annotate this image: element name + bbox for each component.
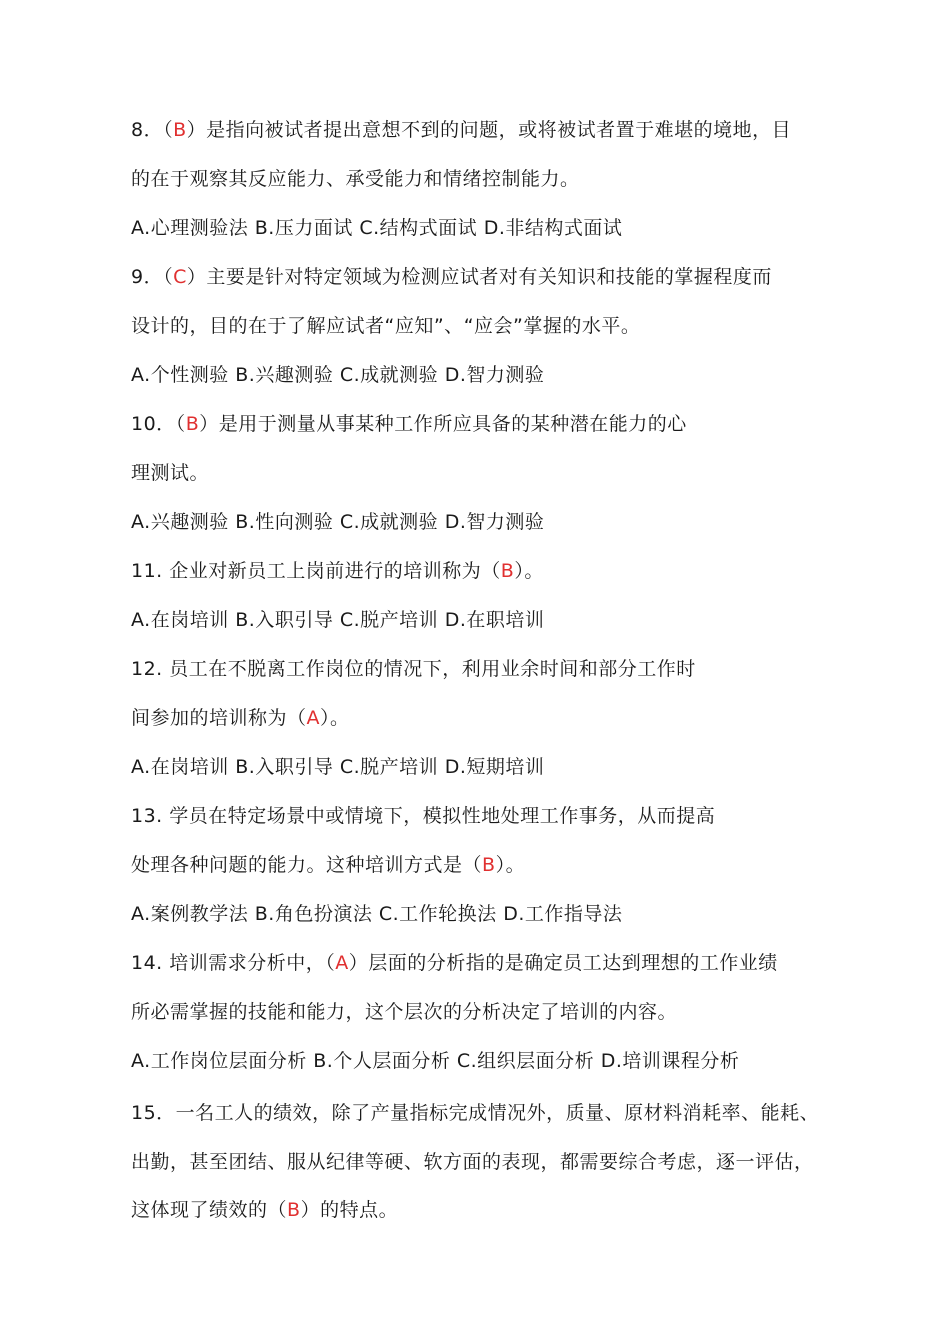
question-11-line-1: 11. 企业对新员工上岗前进行的培训称为（B）。 <box>131 560 544 582</box>
question-10-options: A.兴趣测验 B.性向测验 C.成就测验 D.智力测验 <box>131 511 545 533</box>
question-9-options: A.个性测验 B.兴趣测验 C.成就测验 D.智力测验 <box>131 364 545 386</box>
question-10-line-2: 理测试。 <box>131 462 210 484</box>
answer-mark: A <box>335 952 349 974</box>
question-15-line-2: 出勤，甚至团结、服从纪律等硬、软方面的表现，都需要综合考虑，逐一评估， <box>131 1151 814 1173</box>
question-9-line-2: 设计的，目的在于了解应试者“应知”、“应会”掌握的水平。 <box>131 315 641 337</box>
question-14-line-2: 所必需掌握的技能和能力，这个层次的分析决定了培训的内容。 <box>131 1001 678 1023</box>
question-12-options: A.在岗培训 B.入职引导 C.脱产培训 D.短期培训 <box>131 756 545 778</box>
answer-mark: B <box>287 1199 301 1221</box>
question-9-line-1: 9．（C）主要是针对特定领域为检测应试者对有关知识和技能的掌握程度而 <box>131 266 772 288</box>
answer-mark: B <box>482 854 496 876</box>
question-13-options: A.案例教学法 B.角色扮演法 C.工作轮换法 D.工作指导法 <box>131 903 623 925</box>
question-11-options: A.在岗培训 B.入职引导 C.脱产培训 D.在职培训 <box>131 609 545 631</box>
question-12-line-1: 12. 员工在不脱离工作岗位的情况下，利用业余时间和部分工作时 <box>131 658 696 680</box>
answer-mark: B <box>500 560 515 582</box>
question-8-line-1: 8．（B）是指向被试者提出意想不到的问题，或将被试者置于难堪的境地，目 <box>131 119 792 141</box>
answer-mark: A <box>306 707 321 729</box>
question-13-line-1: 13. 学员在特定场景中或情境下，模拟性地处理工作事务，从而提高 <box>131 805 716 827</box>
question-14-options: A.工作岗位层面分析 B.个人层面分析 C.组织层面分析 D.培训课程分析 <box>131 1050 740 1072</box>
question-15-line-3: 这体现了绩效的（B）的特点。 <box>131 1199 399 1221</box>
question-8-options: A.心理测验法 B.压力面试 C.结构式面试 D.非结构式面试 <box>131 217 623 239</box>
answer-mark: C <box>173 266 187 288</box>
question-15-line-1: 15．一名工人的绩效，除了产量指标完成情况外，质量、原材料消耗率、能耗、 <box>131 1102 820 1124</box>
question-12-line-2: 间参加的培训称为（A）。 <box>131 707 350 729</box>
answer-mark: B <box>173 119 187 141</box>
question-14-line-1: 14. 培训需求分析中，（A）层面的分析指的是确定员工达到理想的工作业绩 <box>131 952 778 974</box>
question-8-line-2: 的在于观察其反应能力、承受能力和情绪控制能力。 <box>131 168 580 190</box>
answer-mark: B <box>185 413 200 435</box>
question-10-line-1: 10．（B）是用于测量从事某种工作所应具备的某种潜在能力的心 <box>131 413 687 435</box>
question-13-line-2: 处理各种问题的能力。这种培训方式是（B）。 <box>131 854 526 876</box>
